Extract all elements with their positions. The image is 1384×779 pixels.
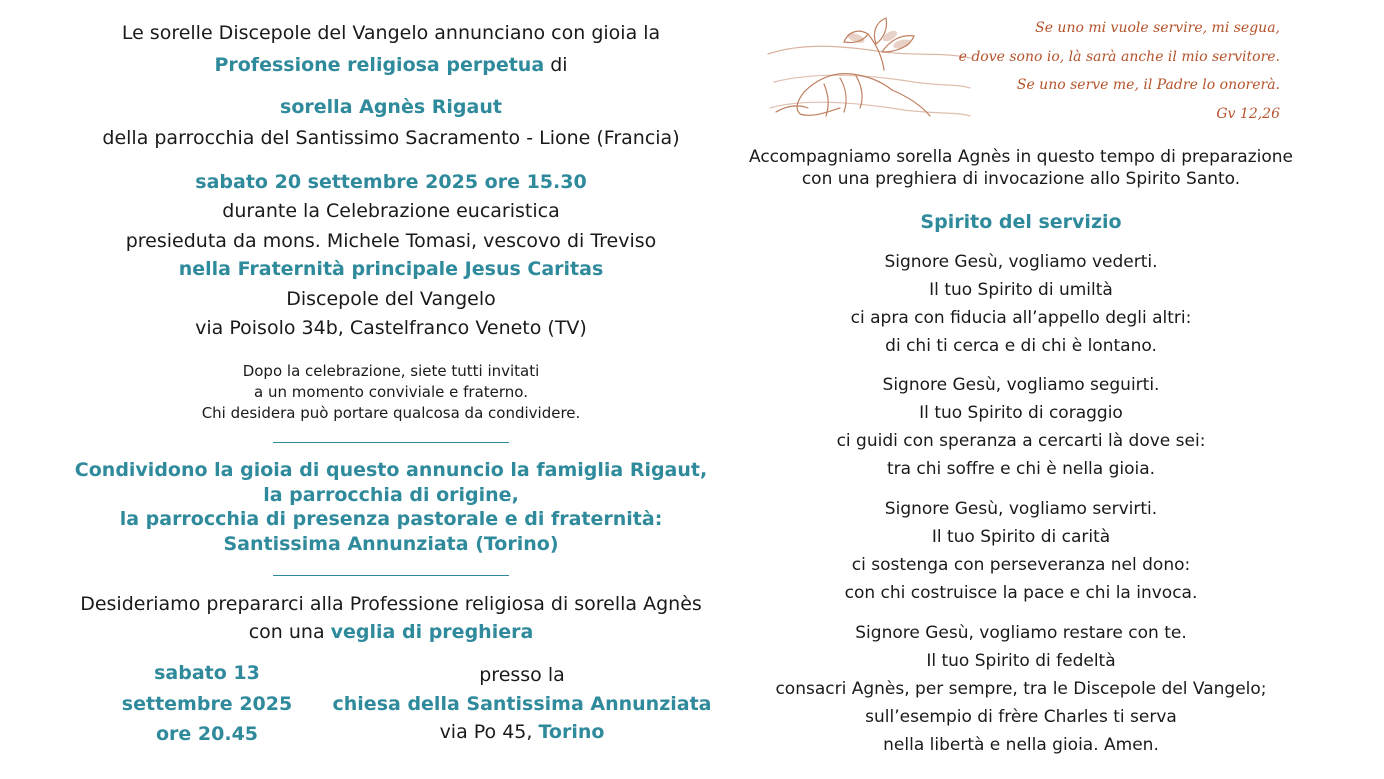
profession-title: Professione religiosa perpetua [214, 54, 545, 76]
intro-text: Le sorelle Discepole del Vangelo annunciano con gioia la [121, 22, 661, 44]
vigil-day: sabato 13 [154, 662, 260, 684]
stanza-1-line-4: di chi ti cerca e di chi è lontano. [885, 336, 1157, 356]
after-line-3: Chi desidera può portare qualcosa da condividere. [201, 404, 581, 422]
stanza-2-line-3: ci guidi con speranza a cercarti là dove sei: [836, 431, 1206, 451]
divider-bottom [273, 575, 509, 576]
sharing-line-3: la parrocchia di presenza pastorale e di fraternità: [119, 508, 663, 530]
after-line-1: Dopo la celebrazione, siete tutti invitati [242, 362, 540, 380]
divider-top [273, 442, 509, 443]
profession-suffix: di [550, 54, 568, 76]
stanza-3-line-4: con chi costruisce la pace e chi la invoca. [844, 583, 1198, 603]
stanza-1-line-1: Signore Gesù, vogliamo vederti. [884, 252, 1158, 272]
profession-date: sabato 20 settembre 2025 ore 15.30 [195, 171, 587, 193]
sister-name: sorella Agnès Rigaut [280, 96, 502, 118]
accompany-line-2: con una preghiera di invocazione allo Spirito Santo. [801, 169, 1241, 189]
stanza-4-line-5: nella libertà e nella gioia. Amen. [883, 735, 1159, 755]
vigil-city: Torino [538, 721, 605, 743]
stanza-3-line-2: Il tuo Spirito di carità [931, 527, 1111, 547]
quote-line-1: Se uno mi vuole servire, mi segua, [1035, 20, 1280, 36]
stanza-4-line-1: Signore Gesù, vogliamo restare con te. [855, 623, 1187, 643]
vigil-with: con una [248, 621, 325, 643]
place-line: nella Fraternità principale Jesus Caritas [178, 258, 604, 280]
stanza-4-line-4: sull’esempio di frère Charles ti serva [865, 707, 1177, 727]
stanza-1-line-2: Il tuo Spirito di umiltà [929, 280, 1113, 300]
sharing-line-1: Condividono la gioia di questo annuncio la famiglia Rigaut, [74, 459, 708, 481]
vigil-month: settembre 2025 [121, 693, 293, 715]
quote-line-2: e dove sono io, là sarà anche il mio servitore. [958, 49, 1280, 65]
prayer-title: Spirito del servizio [920, 211, 1122, 233]
stanza-2-line-4: tra chi soffre e chi è nella gioia. [886, 459, 1156, 479]
presided-line: presieduta da mons. Michele Tomasi, vescovo di Treviso [125, 230, 657, 252]
stanza-1-line-3: ci apra con fiducia all’appello degli altri: [850, 308, 1192, 328]
sharing-line-2: la parrocchia di origine, [263, 484, 519, 506]
celebration-line: durante la Celebrazione eucaristica [222, 200, 560, 222]
vigil-line [249, 621, 534, 643]
accompany-line-1: Accompagniamo sorella Agnès in questo tempo di preparazione [749, 147, 1293, 167]
hands-planting-seedling-drawing [764, 12, 974, 132]
vigil-street: via Po 45, [439, 721, 533, 743]
stanza-3-line-3: ci sostenga con perseveranza nel dono: [851, 555, 1191, 575]
vigil-intro: Desideriamo prepararci alla Professione religiosa di sorella Agnès [80, 593, 702, 615]
parish-line: della parrocchia del Santissimo Sacramento - Lione (Francia) [102, 127, 680, 149]
vigil-presso: presso la [479, 664, 565, 686]
quote-line-3: Se uno serve me, il Padre lo onorerà. [1016, 77, 1280, 93]
stanza-4-line-2: Il tuo Spirito di fedeltà [926, 651, 1116, 671]
profession-line [214, 54, 567, 76]
quote-reference: Gv 12,26 [1216, 106, 1280, 122]
address-line: via Poisolo 34b, Castelfranco Veneto (TV) [195, 317, 587, 339]
vigil-label: veglia di preghiera [330, 621, 534, 643]
stanza-4-line-3: consacri Agnès, per sempre, tra le Discepole del Vangelo; [775, 679, 1267, 699]
vigil-time: ore 20.45 [155, 723, 259, 745]
stanza-2-line-2: Il tuo Spirito di coraggio [919, 403, 1123, 423]
stanza-2-line-1: Signore Gesù, vogliamo seguirti. [882, 375, 1160, 395]
vigil-church: chiesa della Santissima Annunziata [332, 693, 712, 715]
community-line: Discepole del Vangelo [286, 288, 496, 310]
sharing-line-4: Santissima Annunziata (Torino) [223, 533, 559, 555]
stanza-3-line-1: Signore Gesù, vogliamo servirti. [884, 499, 1158, 519]
after-line-2: a un momento conviviale e fraterno. [254, 383, 528, 401]
vigil-address [440, 721, 605, 743]
